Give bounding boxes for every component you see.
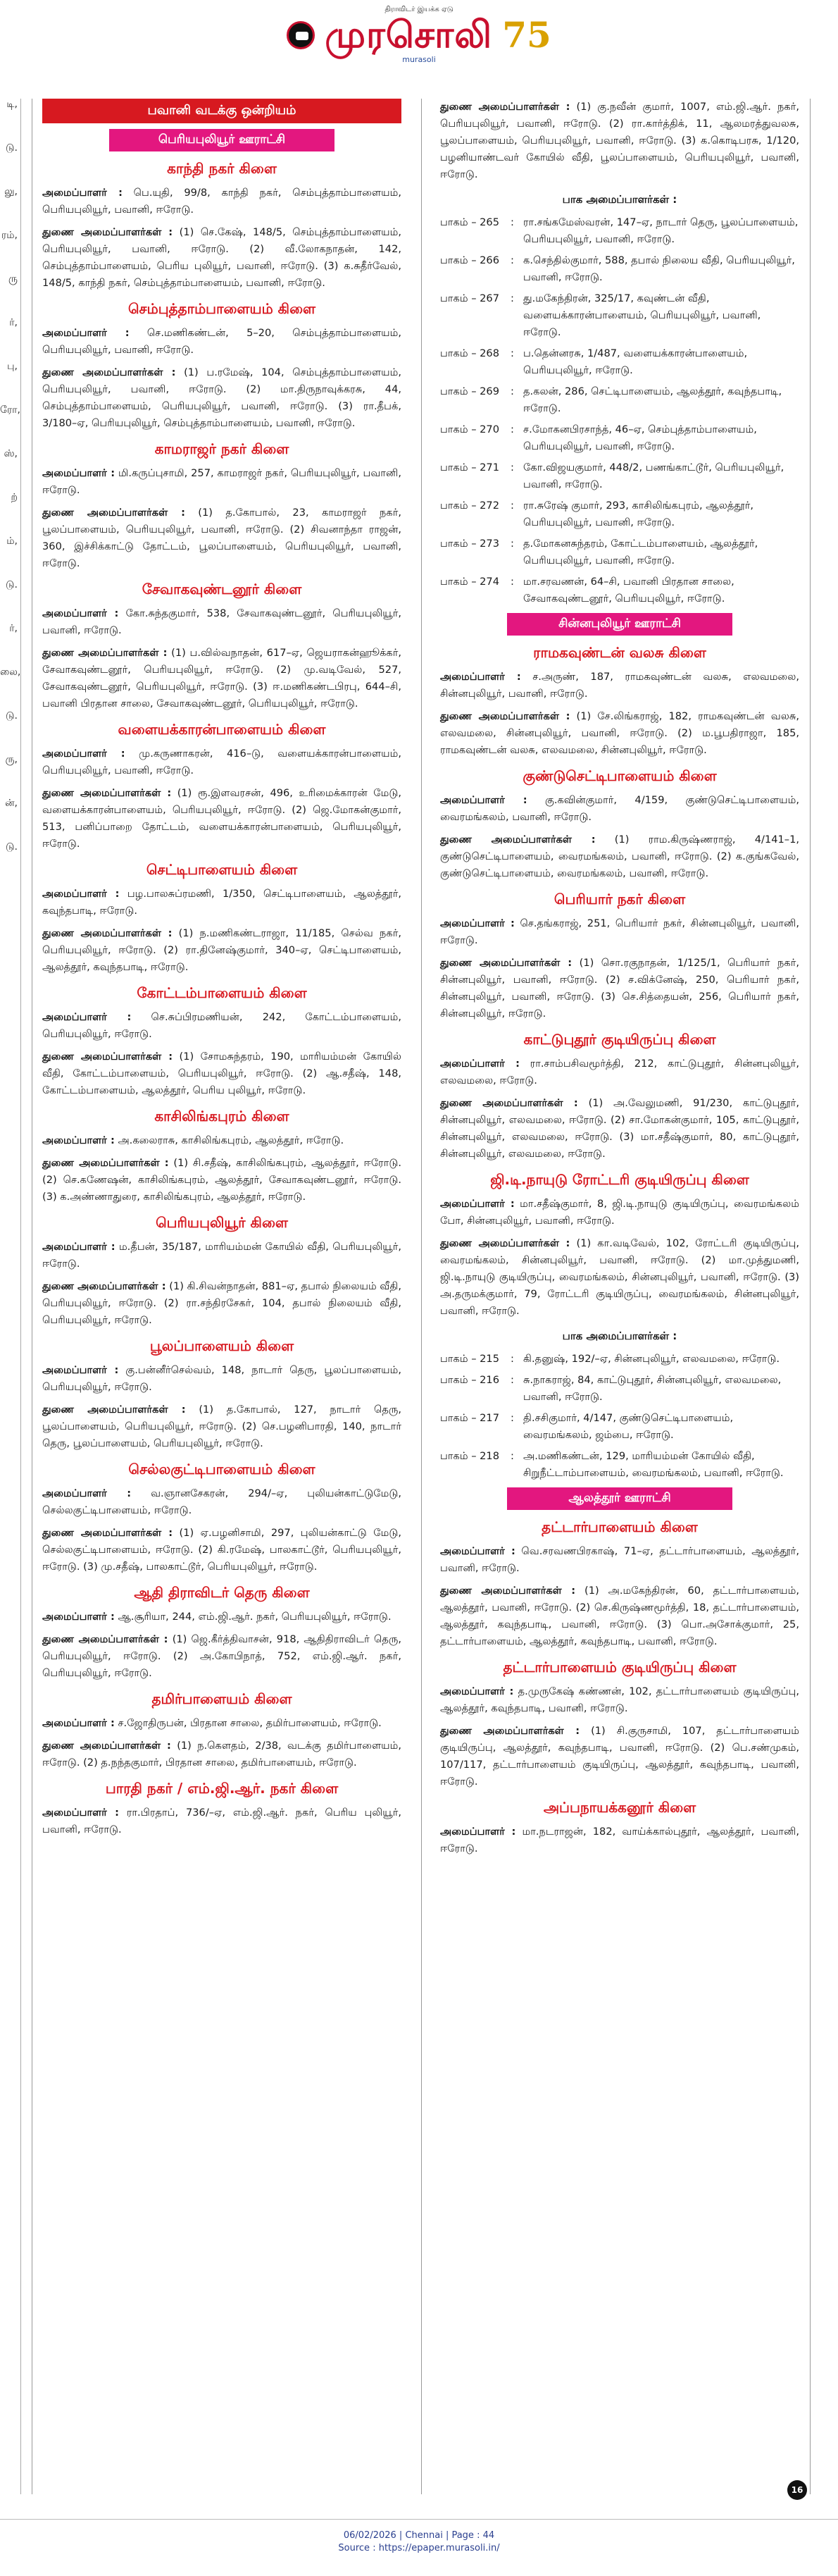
part-list <box>440 1351 799 1482</box>
entry-text: மா.சதீஷ்குமார், 8, ஜி.டி.நாயுடு குடியிருப்பு, வைரமங்கலம் போ, சின்னபுலியூர், பவானி, ஈரோடு. <box>440 1198 799 1227</box>
part-number: பாகம் – 217 <box>440 1412 499 1424</box>
left-fragment-text: டு. <box>6 579 18 590</box>
branch-title: காட்டுபுதூர் குடியிருப்பு கிளை <box>523 1031 716 1048</box>
entry <box>440 1095 799 1163</box>
entry-text: (1) கா.வடிவேல், 102, ரோட்டரி குடியிருப்பு, வைரமங்கலம், சின்னபுலியூர், பவானி, ஈரோடு. (2) மா.முத்துமணி, ஜி.டி.நாயுடு குடியிருப்பு, வைரமங்கலம், சின்னபுலியூர், பவானி, ஈரோடு. (3) அ.தருமக்குமார், 79, ரோட்டரி குடியிருப்பு, வைரமங்கலம், சின்னபுலியூர், பவானி, ஈரோடு. <box>440 1237 800 1317</box>
branch-title: செல்லகுட்டிபாளையம் கிளை <box>128 1461 315 1478</box>
entry-label: துணை அமைப்பாளர்கள் : <box>42 1633 168 1645</box>
entry-label: அமைப்பாளர் : <box>42 187 123 199</box>
entry-label: துணை அமைப்பாளர்கள் : <box>440 710 570 722</box>
left-fragment-text: டி, <box>6 99 18 110</box>
part-organizer: சு.நாகராஜ், 84, காட்டுபுதூர், சின்னபுலியூர், எலவமலை, பவானி, ஈரோடு. <box>523 1374 782 1403</box>
entry <box>440 831 799 882</box>
entry <box>42 1525 401 1575</box>
entry-label: அமைப்பாளர் : <box>440 1058 520 1070</box>
left-fragment-text: ஸ், <box>4 448 18 459</box>
entry-label: துணை அமைப்பாளர்கள் : <box>42 507 185 519</box>
entry-text: (1) அ.மகேந்திரன், 60, தட்டார்பாளையம், ஆலத்தூர், பவானி, ஈரோடு. (2) செ.கிருஷ்ணமூர்த்தி, 18, தட்டார்பாளையம், ஆலத்தூர், கவுந்தபாடி, பவானி, ஈரோடு. (3) பொ.அசோக்குமார், 25, தட்டார்பாளையம், ஆலத்தூர், கவுந்தபாடி, பவானி, ஈரோடு. <box>440 1585 800 1647</box>
masthead-tagline: திராவிடர் இயக்க ஏடு <box>384 6 454 13</box>
part-row <box>440 421 799 455</box>
left-fragment-text: பு, <box>7 361 18 372</box>
entry-text: (1) சொ.ரகுநாதன், 1/125/1, பெரியார் நகர், சின்னபுலியூர், பவானி, ஈரோடு. (2) ச.விக்னேஷ், 250, பெரியார் நகர், சின்னபுலியூர், பவானி, ஈரோடு. (3) செ.சித்தையன், 256, பெரியார் நகர், சின்னபுலியூர், ஈரோடு. <box>440 957 800 1020</box>
part-organizer: த.கலன், 286, செட்டிபாளையம், ஆலத்தூர், கவுந்தபாடி, ஈரோடு. <box>523 385 782 414</box>
footer-source-link[interactable]: Source : https://epaper.murasoli.in/ <box>338 2543 500 2553</box>
part-separator: : <box>511 500 514 512</box>
branch-title: பாரதி நகர் / எம்.ஜி.ஆர். நகர் கிளை <box>105 1780 339 1797</box>
branch-title: கோட்டம்பாளையம் கிளை <box>137 984 307 1001</box>
entry-label: அமைப்பாளர் : <box>42 1611 115 1623</box>
part-organizer: ரா.சுரேஷ் குமார், 293, காசிலிங்கபுரம், ஆலத்தூர், பெரியபுலியூர், பவானி, ஈரோடு. <box>523 500 753 528</box>
masthead-sub: murasoli <box>402 55 436 64</box>
part-number: பாகம் – 269 <box>440 385 499 397</box>
part-separator: : <box>511 254 514 266</box>
branch-title: ராமகவுண்டன் வலசு கிளை <box>533 644 706 661</box>
entry-text: கு.பன்னீர்செல்வம், 148, நாடார் தெரு, பூலப்பாளையம், பெரியபுலியூர், ஈரோடு. <box>42 1364 401 1393</box>
branch-title: வளையக்காரன்பாளையம் கிளை <box>118 721 326 738</box>
part-organizer: த.மோகனசுந்தரம், கோட்டம்பாளையம், ஆலத்தூர், பெரியபுலியூர், பவானி, ஈரோடு. <box>523 538 758 566</box>
part-number: பாகம் – 272 <box>440 500 499 512</box>
left-fragment-text: ரம், <box>1 230 18 241</box>
entry-text: (1) ப.ரமேஷ், 104, செம்புத்தாம்பாளையம், பெரியபுலியூர், பவானி, ஈரோடு. (2) மா.திருநாவுக்கரசு, 44, செம்புத்தாம்பாளையம், பெரியபுலியூர், பவானி, ஈரோடு. (3) ரா.தீபக், 3/180–ஏ, பெரியபுலியூர், செம்புத்தாம்பாளையம், பவானி, ஈரோடு. <box>42 366 402 429</box>
entry-label: துணை அமைப்பாளர்கள் : <box>42 1404 186 1416</box>
entry <box>440 1823 799 1857</box>
part-separator: : <box>511 462 514 473</box>
left-fragment-text: டு. <box>6 142 18 154</box>
panchayat-heading: பெரியபுலியூர் ஊராட்சி <box>109 129 334 151</box>
branch-title: ஆதி திராவிடர் தெரு கிளை <box>134 1584 310 1601</box>
entry-text: ஆ.சூரியா, 244, எம்.ஜி.ஆர். நகர், பெரியபுலியூர், ஈரோடு. <box>118 1611 392 1623</box>
part-separator: : <box>511 385 514 397</box>
part-row <box>440 290 799 341</box>
entry-text: ச.ஜோதிருபன், பிரதான சாலை, தமிர்பாளையம், ஈரோடு. <box>118 1717 382 1729</box>
branch-title: தட்டார்பாளையம் குடியிருப்பு கிளை <box>503 1659 737 1676</box>
entry <box>440 1235 799 1320</box>
entry <box>42 185 401 218</box>
entry <box>42 364 401 432</box>
branch-title: குண்டுசெட்டிபாளையம் கிளை <box>523 767 717 784</box>
entry <box>42 1804 401 1838</box>
part-organizer: ரா.சங்கமேஸ்வரன், 147–ஏ, நாடார் தெரு, பூலப்பாளையம், பெரியபுலியூர், பவானி, ஈரோடு. <box>523 216 799 245</box>
entry <box>440 1543 799 1577</box>
entry-label: துணை அமைப்பாளர்கள் : <box>440 957 573 969</box>
part-separator: : <box>511 292 514 304</box>
left-fragment-text: ர், <box>9 623 18 634</box>
entry-text: அ.கலைராசு, காசிலிங்கபுரம், ஆலத்தூர், ஈரோடு. <box>118 1134 344 1146</box>
branch-title: பூலப்பாளையம் கிளை <box>149 1337 294 1354</box>
part-number: பாகம் – 216 <box>440 1374 499 1386</box>
entry <box>440 708 799 759</box>
left-column-fragment <box>0 99 21 2494</box>
entry-text: வ.ஞானசேகரன், 294/–ஏ, புலியன்காட்டுமேடு, செல்லகுட்டிபாளையம், ஈரோடு. <box>42 1487 401 1516</box>
entry-text: ரா.சாம்பசிவமூர்த்தி, 212, காட்டுபுதூர், சின்னபுலியூர், எலவமலை, ஈரோடு. <box>440 1058 800 1086</box>
part-organizers-title: பாக அமைப்பாளர்கள் : <box>562 193 677 206</box>
part-row <box>440 214 799 248</box>
entry <box>440 1583 799 1650</box>
entry-text: ம.தீபன், 35/187, மாரியம்மன் கோயில் வீதி, பெரியபுலியூர், ஈரோடு. <box>42 1241 401 1270</box>
entry-text: (1) சோமசுந்தரம், 190, மாரியம்மன் கோயில் வீதி, கோட்டம்பாளையம், பெரியபுலியூர், ஈரோடு. (2) ஆ.சதீஷ், 148, கோட்டம்பாளையம், ஆலத்தூர், பெரிய புலியூர், ஈரோடு. <box>42 1051 402 1096</box>
entry-text: (1) ராம.கிருஷ்ணராஜ், 4/141–1, குண்டுசெட்டிபாளையம், வைரமங்கலம், பவானி, ஈரோடு. (2) க.குங்கவேல், குண்டுசெட்டிபாளையம், வைரமங்கலம், பவானி, ஈரோடு. <box>440 834 800 879</box>
entry-label: அமைப்பாளர் : <box>440 1826 516 1838</box>
entry <box>440 792 799 826</box>
part-organizer: தி.சசிகுமார், 4/147, குண்டுசெட்டிபாளையம், வைரமங்கலம், ஜம்பை, ஈரோடு. <box>523 1412 734 1441</box>
branch-title: காசிலிங்கபுரம் கிளை <box>154 1108 289 1125</box>
entry-label: அமைப்பாளர் : <box>42 1241 115 1253</box>
entry-label: அமைப்பாளர் : <box>42 1807 120 1819</box>
entry <box>42 1009 401 1043</box>
entry-text: (1) செ.கேஷ், 148/5, செம்புத்தாம்பாளையம், பெரியபுலியூர், பவானி, ஈரோடு. (2) வீ.லோகநாதன், 142, செம்புத்தாம்பாளையம், பெரிய புலியூர், பவானி, ஈரோடு. (3) க.சுதீர்வேல், 148/5, காந்தி நகர், செம்புத்தாம்பாளையம், பவானி, ஈரோடு. <box>42 226 402 289</box>
part-separator: : <box>511 423 514 435</box>
part-organizer: க.செந்தில்குமார், 588, தபால் நிலைய வீதி, பெரியபுலியூர், பவானி, ஈரோடு. <box>523 254 795 283</box>
entry-label: அமைப்பாளர் : <box>440 1198 515 1210</box>
left-fragment-text: ரோ, <box>0 404 20 416</box>
panchayat-heading: ஆலத்தூர் ஊராட்சி <box>507 1487 732 1510</box>
left-fragment-text: ன், <box>4 798 18 809</box>
page-footer <box>0 2529 838 2555</box>
entry-label: துணை அமைப்பாளர்கள் : <box>42 1740 171 1752</box>
entry-label: அமைப்பாளர் : <box>440 671 521 683</box>
part-number: பாகம் – 218 <box>440 1450 499 1462</box>
branch-title: தட்டார்பாளையம் கிளை <box>542 1518 698 1535</box>
branch-list <box>440 644 799 1320</box>
newspaper-logo: முரசொலி <box>325 13 493 56</box>
entry-text: (1) ரூ.இளவரசன், 496, உரிமைக்காரன் மேடு, வளையக்காரன்பாளையம், பெரியபுலியூர், ஈரோடு. (2) ஜெ.மோகன்குமார், 513, பனிப்பாறை தோட்டம், வளையக்காரன்பாளையம், பெரியபுலியூர், ஈரோடு. <box>42 787 402 850</box>
entry <box>440 1196 799 1230</box>
part-number: பாகம் – 270 <box>440 423 499 435</box>
entry-label: துணை அமைப்பாளர்கள் : <box>440 1237 570 1249</box>
entry-text: (1) த.கோபால், 23, காமராஜர் நகர், பூலப்பாளையம், பெரியபுலியூர், பவானி, ஈரோடு. (2) சிவனாந்தா ராஜன், 360, இச்சிக்காட்டு தோட்டம், பூலப்பாளையம், பெரியபுலியூர், பவானி, ஈரோடு. <box>42 507 401 569</box>
entry-text: மு.கருணாகரன், 416–டு, வளையக்காரன்பாளையம், பெரியபுலியூர், பவானி, ஈரோடு. <box>42 748 401 776</box>
branch-title: ஜி.டி.நாயுடு ரோட்டரி குடியிருப்பு கிளை <box>490 1171 749 1188</box>
entry-text: கு.கவின்குமார், 4/159, குண்டுசெட்டிபாளையம், வைரமங்கலம், பவானி, ஈரோடு. <box>440 794 800 823</box>
left-fragment-text: ரு <box>8 273 18 285</box>
entry <box>440 955 799 1022</box>
part-separator: : <box>511 1450 514 1462</box>
entry-text: பழ.பாலசுப்ரமணி, 1/350, செட்டிபாளையம், ஆலத்தூர், கவுந்தபாடி, ஈரோடு. <box>42 888 402 917</box>
branch-title: செட்டிபாளையம் கிளை <box>146 861 298 878</box>
part-separator: : <box>511 576 514 588</box>
entry-text: (1) கு.நவீன் குமார், 1007, எம்.ஜி.ஆர். நகர், பெரியபுலியூர், பவானி, ஈரோடு. (2) ரா.கார்த்திக், 11, ஆலமரத்துவலசு, பூலப்பாளையம், பெரியபுலியூர், பவானி, ஈரோடு. (3) க.கொடிபரசு, 1/120, பழனியாண்டவர் கோயில் வீதி, பூலப்பாளையம், பெரியபுலியூர், பவானி, ஈரோடு. <box>440 101 800 180</box>
entry-text: செ.தங்கராஜ், 251, பெரியார் நகர், சின்னபுலியூர், பவானி, ஈரோடு. <box>440 917 800 946</box>
entry-label: அமைப்பாளர் : <box>42 607 119 619</box>
part-number: பாகம் – 266 <box>440 254 499 266</box>
column-rule-middle <box>421 99 422 2494</box>
entry-label: துணை அமைப்பாளர்கள் : <box>440 1585 576 1597</box>
part-organizer: ப.தென்னரசு, 1/487, வளையக்காரன்பாளையம், பெரியபுலியூர், ஈரோடு. <box>523 347 748 376</box>
entry <box>42 1715 401 1732</box>
entry-text: (1) ஏ.பழனிசாமி, 297, புலியன்காட்டு மேடு, செல்லகுட்டிபாளையம், ஈரோடு. (2) கி.ரமேஷ், பாலகாட்டூர், பெரியபுலியூர், ஈரோடு. (3) மு.சதீஷ், பாலகாட்டூர், பெரியபுலியூர், ஈரோடு. <box>42 1527 401 1573</box>
entry-label: அமைப்பாளர் : <box>42 467 115 479</box>
entry-text: த.முருகேஷ் கண்ணன், 102, தட்டார்பாளையம் குடியிருப்பு, ஆலத்தூர், கவுந்தபாடி, பவானி, ஈரோடு. <box>440 1685 800 1714</box>
entry <box>440 99 799 183</box>
entry-label: அமைப்பாளர் : <box>42 1364 119 1376</box>
left-fragment-text: ர், <box>9 317 18 328</box>
entry-text: கோ.சுந்தகுமார், 538, சேவாகவுண்டனூர், பெரியபுலியூர், பவானி, ஈரோடு. <box>42 607 402 636</box>
entry-label: துணை அமைப்பாளர்கள் : <box>440 834 596 846</box>
column-1 <box>42 99 401 2494</box>
entry-label: துணை அமைப்பாளர்கள் : <box>42 787 172 799</box>
branch-title: பெரியார் நகர் கிளை <box>554 891 686 908</box>
branch-title: காமராஜர் நகர் கிளை <box>154 440 289 457</box>
entry <box>42 325 401 359</box>
entry <box>42 224 401 292</box>
branch-title: தமிர்பாளையம் கிளை <box>151 1690 292 1707</box>
entry <box>42 1362 401 1396</box>
part-number: பாகம் – 215 <box>440 1353 499 1365</box>
part-row <box>440 574 799 607</box>
entry-text: (1) சி.குருசாமி, 107, தட்டார்பாளையம் குடியிருப்பு, ஆலத்தூர், கவுந்தபாடி, பவானி, ஈரோடு. (2) பெ.சண்முகம், 107/117, தட்டார்பாளையம் குடியிருப்பு, ஆலத்தூர், கவுந்தபாடி, பவானி, ஈரோடு. <box>440 1725 799 1788</box>
entry-text: (1) ப.வில்வநாதன், 617–ஏ, ஜெயராகன்ஹூக்கர், சேவாகவுண்டனூர், பெரியபுலியூர், ஈரோடு. (2) மு.வடிவேல், 527, சேவாகவுண்டனூர், பெரியபுலியூர், ஈரோடு. (3) ஈ.மணிகண்டபிரபு, 644–சி, பவானி பிரதான சாலை, சேவாகவுண்டனூர், பெரியபுலியூர், ஈரோடு. <box>42 647 402 710</box>
entry <box>440 1683 799 1717</box>
part-number: பாகம் – 271 <box>440 462 499 473</box>
entry-label: துணை அமைப்பாளர்கள் : <box>42 647 168 659</box>
entry <box>42 1631 401 1682</box>
entry <box>42 1132 401 1149</box>
entry <box>42 1485 401 1519</box>
entry-label: அமைப்பாளர் : <box>42 888 120 900</box>
entry-label: அமைப்பாளர் : <box>440 1685 514 1697</box>
part-row <box>440 252 799 286</box>
part-organizer: ச.மோகனபிரசாந்த், 46–ஏ, செம்புத்தாம்பாளையம், பெரியபுலியூர், பவானி, ஈரோடு. <box>523 423 757 452</box>
left-fragment-text: ம், <box>6 535 18 547</box>
entry-label: அமைப்பாளர் : <box>42 327 130 339</box>
part-organizers-title: பாக அமைப்பாளர்கள் : <box>562 1330 677 1342</box>
part-row <box>440 1372 799 1406</box>
entry <box>440 1723 799 1790</box>
entry <box>440 669 799 702</box>
entry-text: வெ.சரவணபிரகாஷ், 71–ஏ, தட்டார்பாளையம், ஆலத்தூர், பவானி, ஈரோடு. <box>440 1545 800 1574</box>
part-organizer: கோ.விஜயகுமார், 448/2, பணங்காட்டூர், பெரியபுலியூர், பவானி, ஈரோடு. <box>523 462 784 490</box>
entry-text: மா.நடராஜன், 182, வாய்க்கால்புதூர், ஆலத்தூர், பவானி, ஈரோடு. <box>440 1826 799 1854</box>
part-separator: : <box>511 1374 514 1386</box>
entry-text: (1) அ.வேலுமணி, 91/230, காட்டுபுதூர், சின்னபுலியூர், எலவமலை, ஈரோடு. (2) சா.மோகன்குமார், 105, காட்டுபுதூர், சின்னபுலியூர், எலவமலை, ஈரோடு. (3) மா.சதீஷ்குமார், 80, காட்டுபுதூர், சின்னபுலியூர், எலவமலை, ஈரோடு. <box>440 1097 800 1160</box>
part-row <box>440 459 799 493</box>
entry-label: அமைப்பாளர் : <box>42 1011 132 1023</box>
entry-label: துணை அமைப்பாளர்கள் : <box>42 1051 173 1063</box>
entry <box>42 645 401 712</box>
part-row <box>440 345 799 379</box>
entry <box>42 605 401 639</box>
entry <box>42 925 401 976</box>
entry <box>42 1278 401 1329</box>
entry-text: ரா.பிரதாப், 736/–ஏ, எம்.ஜி.ஆர். நகர், பெரிய புலியூர், பவானி, ஈரோடு. <box>42 1807 402 1835</box>
part-row <box>440 1351 799 1368</box>
entry-label: அமைப்பாளர் : <box>42 1487 132 1499</box>
entry <box>42 1609 401 1626</box>
part-organizer: மா.சரவணன், 64–சி, பவானி பிரதான சாலை, சேவாகவுண்டனூர், பெரியபுலியூர், ஈரோடு. <box>523 576 734 605</box>
part-row <box>440 497 799 531</box>
branch-title: செம்புத்தாம்பாளையம் கிளை <box>127 300 316 317</box>
entry-label: துணை அமைப்பாளர்கள் : <box>42 1280 166 1292</box>
entry <box>42 1048 401 1099</box>
footer-divider <box>0 2519 838 2520</box>
part-row <box>440 1448 799 1482</box>
entry-label: துணை அமைப்பாளர்கள் : <box>42 1157 169 1169</box>
part-separator: : <box>511 1353 514 1365</box>
left-fragment-text: ரு, <box>5 754 18 765</box>
entry-label: துணை அமைப்பாளர்கள் : <box>42 1527 173 1539</box>
entry <box>42 886 401 919</box>
column-rule-right <box>810 99 811 2494</box>
entry <box>42 785 401 853</box>
part-row <box>440 1410 799 1444</box>
entry <box>42 1155 401 1206</box>
entry-text: (1) சி.சதீஷ், காசிலிங்கபுரம், ஆலத்தூர், ஈரோடு. (2) செ.கணேஷன், காசிலிங்கபுரம், ஆலத்தூர், சேவாகவுண்டனூர், ஈரோடு. (3) க.அண்ணாதுரை, காசிலிங்கபுரம், ஆலத்தூர், ஈரோடு. <box>42 1157 402 1203</box>
masthead <box>0 0 838 85</box>
entry-label: துணை அமைப்பாளர்கள் : <box>440 1725 580 1737</box>
part-list <box>440 214 799 607</box>
part-separator: : <box>511 216 514 228</box>
entry-text: (1) ஜெ.கீர்த்திவாசன், 918, ஆதிதிராவிடர் தெரு, பெரியபுலியூர், ஈரோடு. (2) அ.கோபிநாத், 752, எம்.ஜி.ஆர். நகர், பெரியபுலியூர், ஈரோடு. <box>42 1633 401 1679</box>
entry-label: அமைப்பாளர் : <box>42 748 125 760</box>
union-heading: பவானி வடக்கு ஒன்றியம் <box>42 99 401 123</box>
entry-text: (1) சே.லிங்கராஜ், 182, ராமகவுண்டன் வலசு, எலவமலை, சின்னபுலியூர், பவானி, ஈரோடு. (2) ம.பூபதிராஜா, 185, ராமகவுண்டன் வலசு, எலவமலை, சின்னபுலியூர், ஈரோடு. <box>440 710 799 756</box>
branch-title: சேவாகவுண்டனூர் கிளை <box>142 581 302 597</box>
entry <box>42 1239 401 1272</box>
part-row <box>440 383 799 417</box>
branch-title: பெரியபுலியூர் கிளை <box>156 1214 288 1231</box>
anniversary-badge: 75 <box>502 14 551 56</box>
entry <box>440 915 799 949</box>
part-number: பாகம் – 267 <box>440 292 499 304</box>
footer-date-line: 06/02/2026 | Chennai | Page : 44 <box>343 2530 495 2541</box>
entry <box>42 465 401 499</box>
left-fragment-text: டு. <box>6 841 18 853</box>
part-separator: : <box>511 347 514 359</box>
entry <box>42 1738 401 1771</box>
branch-title: காந்தி நகர் கிளை <box>167 160 277 177</box>
part-organizer: அ.மணிகண்டன், 129, மாரியம்மன் கோயில் வீதி, சிறுநீட்டாம்பாளையம், வைரமங்கலம், பவானி, ஈரோடு. <box>523 1450 784 1479</box>
entry <box>42 504 401 572</box>
entry-label: துணை அமைப்பாளர்கள் : <box>42 226 173 238</box>
left-fragment-text: டு. <box>6 710 18 722</box>
entry-label: துணை அமைப்பாளர்கள் : <box>42 366 176 378</box>
entry-text: (1) த.கோபால், 127, நாடார் தெரு, பூலப்பாளையம், பெரியபுலியூர், ஈரோடு. (2) செ.பழனிபாரதி, 140, நாடார் தெரு, பூலப்பாளையம், பெரியபுலியூர், ஈரோடு. <box>42 1404 402 1449</box>
entry-text: செ.சுப்பிரமணியன், 242, கோட்டம்பாளையம், பெரியபுலியூர், ஈரோடு. <box>42 1011 402 1040</box>
part-organizer: து.மகேந்திரன், 325/17, கவுண்டன் வீதி, வளையக்காரன்பாளையம், பெரியபுலியூர், பவானி, ஈரோடு. <box>523 292 761 338</box>
entry <box>42 1401 401 1452</box>
entry-text: (1) ந.கௌதம், 2/38, வடக்கு தமிர்பாளையம், ஈரோடு. (2) த.நந்தகுமார், பிரதான சாலை, தமிர்பாளையம், ஈரோடு. <box>42 1740 402 1769</box>
entry-label: அமைப்பாளர் : <box>440 794 527 806</box>
entry-text: (1) கி.சிவன்நாதன், 881–ஏ, தபால் நிலையம் வீதி, பெரியபுலியூர், ஈரோடு. (2) ரா.சந்திரசேகர், 104, தபால் நிலையம் வீதி, பெரியபுலியூர், ஈரோடு. <box>42 1280 401 1326</box>
party-emblem-icon <box>287 21 315 49</box>
entry-label: அமைப்பாளர் : <box>440 917 515 929</box>
part-number: பாகம் – 273 <box>440 538 499 550</box>
part-row <box>440 535 799 569</box>
entry-label: துணை அமைப்பாளர்கள் : <box>42 927 173 939</box>
logo-row <box>0 14 838 56</box>
entry-label: அமைப்பாளர் : <box>42 1134 115 1146</box>
column-2 <box>440 99 799 2494</box>
entry-text: செ.மணிகண்டன், 5–20, செம்புத்தாம்பாளையம், பெரியபுலியூர், பவானி, ஈரோடு. <box>42 327 402 356</box>
branch-list <box>440 1518 799 1857</box>
left-fragment-text: லை, <box>0 667 21 678</box>
entry <box>42 745 401 779</box>
panchayat-heading: சின்னபுலியூர் ஊராட்சி <box>507 613 732 636</box>
entry-label: துணை அமைப்பாளர்கள் : <box>440 101 570 113</box>
left-fragment-text: ற் <box>11 492 18 503</box>
part-number: பாகம் – 268 <box>440 347 499 359</box>
part-number: பாகம் – 274 <box>440 576 499 588</box>
part-separator: : <box>511 1412 514 1424</box>
entry <box>440 1055 799 1089</box>
page-number-badge: 16 <box>787 2480 807 2500</box>
entry-label: அமைப்பாளர் : <box>42 1717 115 1729</box>
entry-text: மி.கருப்புசாமி, 257, காமராஜர் நகர், பெரியபுலியூர், பவானி, ஈரோடு. <box>42 467 402 496</box>
left-fragment-text: லு, <box>4 186 18 197</box>
part-organizer: கி.தனுஷ், 192/–ஏ, சின்னபுலியூர், எலவமலை, ஈரோடு. <box>523 1353 780 1365</box>
branch-title: அப்பநாயக்கனூர் கிளை <box>543 1799 696 1816</box>
entry-text: (1) ந.மணிகண்டராஜா, 11/185, செல்வ நகர், பெரியபுலியூர், ஈரோடு. (2) ரா.தினேஷ்குமார், 340–ஏ, செட்டிபாளையம், ஆலத்தூர், கவுந்தபாடி, ஈரோடு. <box>42 927 402 973</box>
entry-label: அமைப்பாளர் : <box>440 1545 515 1557</box>
part-separator: : <box>511 538 514 550</box>
part-number: பாகம் – 265 <box>440 216 499 228</box>
branch-list <box>42 160 401 1838</box>
entry-text: பெ.யுதி, 99/8, காந்தி நகர், செம்புத்தாம்பாளையம், பெரியபுலியூர், பவானி, ஈரோடு. <box>42 187 401 216</box>
entry-label: துணை அமைப்பாளர்கள் : <box>440 1097 578 1109</box>
entry-text: ச.அருண், 187, ராமகவுண்டன் வலசு, எலவமலை, சின்னபுலியூர், பவானி, ஈரோடு. <box>440 671 799 700</box>
